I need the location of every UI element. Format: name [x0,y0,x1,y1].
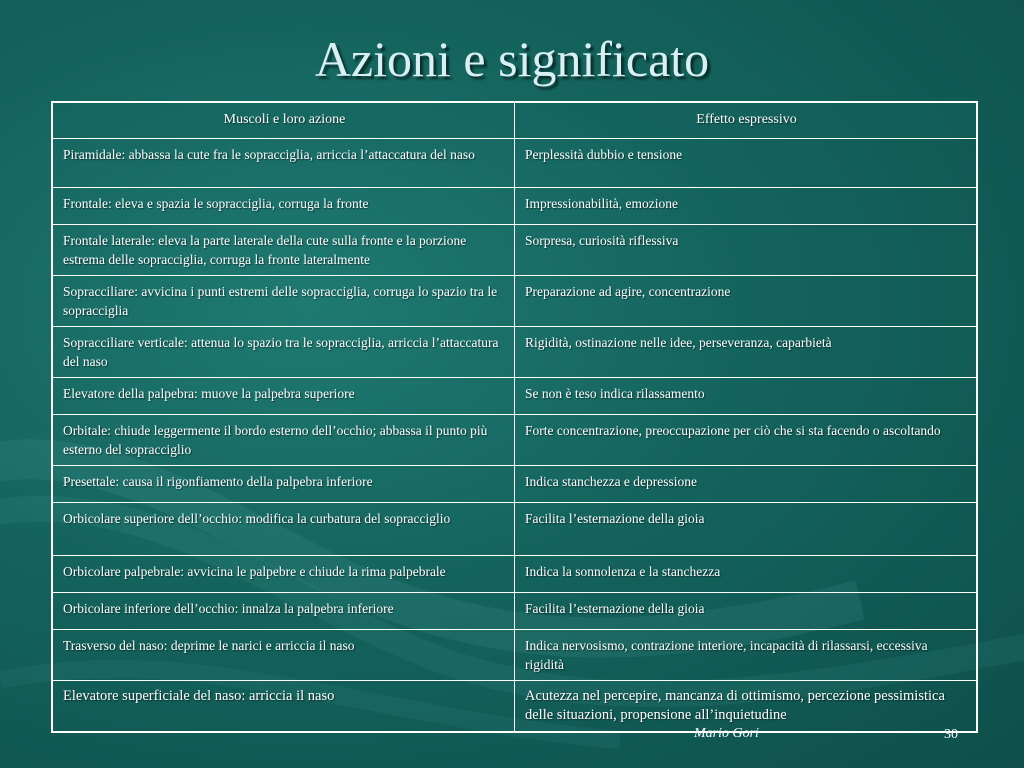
effect-cell: Se non è teso indica rilassamento [515,378,977,415]
table-row [53,225,977,276]
effect-cell: Indica nervosismo, contrazione interiore, incapacità di rilassarsi, eccessiva rigidità [515,630,977,681]
muscle-cell: Frontale: eleva e spazia le sopracciglia, corruga la fronte [53,188,515,225]
muscle-cell: Elevatore della palpebra: muove la palpebra superiore [53,378,515,415]
muscle-cell: Orbicolare palpebrale: avvicina le palpebre e chiude la rima palpebrale [53,556,515,593]
effect-cell: Acutezza nel percepire, mancanza di ottimismo, percezione pessimistica delle situazioni, propensione all’inquietudine [515,681,977,732]
effect-cell: Rigidità, ostinazione nelle idee, perseveranza, caparbietà [515,327,977,378]
table-row [53,276,977,327]
muscle-cell: Sopracciliare: avvicina i punti estremi delle sopracciglia, corruga lo spazio tra le sopracciglia [53,276,515,327]
muscle-cell: Orbitale: chiude leggermente il bordo esterno dell’occhio; abbassa il punto più esterno del sopracciglio [53,415,515,466]
effect-cell: Impressionabilità, emozione [515,188,977,225]
table-row [53,139,977,188]
footer-author: Mario Gori [694,726,759,741]
table-row [53,188,977,225]
table-row [53,503,977,556]
header-effect: Effetto espressivo [515,103,977,139]
table-row [53,327,977,378]
effect-cell: Sorpresa, curiosità riflessiva [515,225,977,276]
muscle-cell: Orbicolare superiore dell’occhio: modifica la curbatura del sopracciglio [53,503,515,556]
page-number: 30 [944,727,958,742]
effect-cell: Preparazione ad agire, concentrazione [515,276,977,327]
table-row [53,556,977,593]
muscle-cell: Piramidale: abbassa la cute fra le sopracciglia, arriccia l’attaccatura del naso [53,139,515,188]
table-row [53,681,977,732]
slide-title: Azioni e significato [314,31,710,87]
muscle-cell: Sopracciliare verticale: attenua lo spazio tra le sopracciglia, arriccia l’attaccatura del naso [53,327,515,378]
table-row [53,378,977,415]
muscle-cell: Presettale: causa il rigonfiamento della palpebra inferiore [53,466,515,503]
muscle-cell: Orbicolare inferiore dell’occhio: innalza la palpebra inferiore [53,593,515,630]
effect-cell: Facilita l’esternazione della gioia [515,593,977,630]
muscle-cell: Frontale laterale: eleva la parte laterale della cute sulla fronte e la porzione estrema delle sopracciglia, corruga la fronte lateralmente [53,225,515,276]
table-row [53,630,977,681]
effect-cell: Forte concentrazione, preoccupazione per ciò che si sta facendo o ascoltando [515,415,977,466]
effect-cell: Facilita l’esternazione della gioia [515,503,977,556]
table-header-row [53,103,977,139]
effect-cell: Indica la sonnolenza e la stanchezza [515,556,977,593]
muscle-cell: Trasverso del naso: deprime le narici e arriccia il naso [53,630,515,681]
table-row [53,593,977,630]
table-row [53,415,977,466]
muscle-cell: Elevatore superficiale del naso: arriccia il naso [53,681,515,732]
effect-cell: Indica stanchezza e depressione [515,466,977,503]
muscle-actions-table [51,101,978,733]
header-muscles: Muscoli e loro azione [53,103,515,139]
table-row [53,466,977,503]
effect-cell: Perplessità dubbio e tensione [515,139,977,188]
